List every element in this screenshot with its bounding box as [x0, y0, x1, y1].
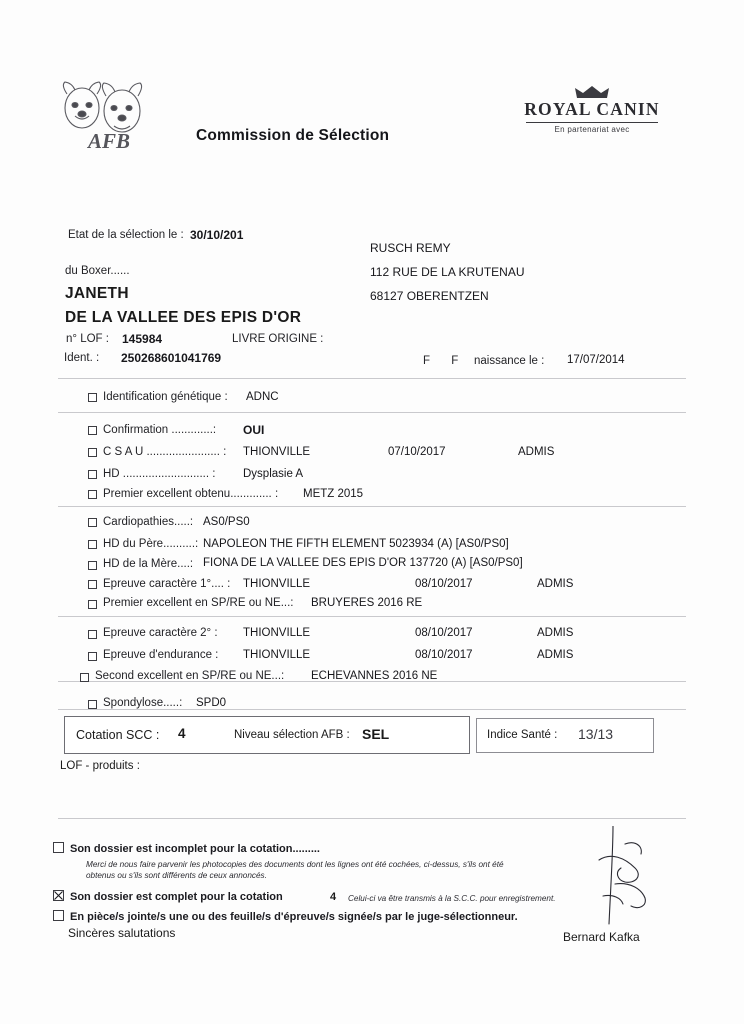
cotation-scc-label: Cotation SCC : [76, 728, 160, 742]
row-label-12: Second excellent en SP/RE ou NE...: [95, 670, 285, 682]
divider [58, 506, 686, 507]
du-boxer-label: du Boxer...... [65, 265, 130, 277]
row-label-5: Cardiopathies.....: [103, 516, 194, 528]
row-result-11: ADMIS [537, 649, 574, 661]
row-value-2: THIONVILLE [243, 446, 311, 458]
row-label-4: Premier excellent obtenu............. : [103, 488, 279, 500]
dog-affix: DE LA VALLEE DES EPIS D'OR [65, 309, 302, 326]
row-date-10: 08/10/2017 [415, 627, 473, 639]
owner-name: RUSCH REMY [370, 241, 451, 255]
divider [58, 818, 686, 819]
row-label-11: Epreuve d'endurance : [103, 649, 219, 661]
livre-origine-label: LIVRE ORIGINE : [232, 333, 324, 345]
naissance-value: 17/07/2014 [567, 354, 625, 366]
row-checkbox-cardiopathies[interactable] [88, 518, 97, 527]
footer-label-complete: Son dossier est complet pour la cotation [70, 891, 283, 903]
row-value-13: SPD0 [196, 697, 227, 709]
row-label-7: HD de la Mère....: [103, 558, 194, 570]
row-checkbox-second-excellent[interactable] [80, 673, 89, 682]
row-value-1: OUI [243, 423, 265, 437]
row-checkbox-premier-excellent[interactable] [88, 490, 97, 499]
divider [58, 378, 686, 379]
row-label-9: Premier excellent en SP/RE ou NE...: [103, 597, 294, 609]
royal-canin-name: ROYAL CANIN [524, 99, 660, 119]
niveau-selection-label: Niveau sélection AFB : [234, 729, 350, 741]
indice-sante-label: Indice Santé : [487, 729, 558, 741]
royal-canin-logo [522, 86, 662, 134]
row-checkbox-identification-genetique[interactable] [88, 393, 97, 402]
row-checkbox-premier-excellent-sp-re[interactable] [88, 600, 97, 609]
row-label-2: C S A U ....................... : [103, 446, 227, 458]
row-date-11: 08/10/2017 [415, 649, 473, 661]
row-result-8: ADMIS [537, 578, 574, 590]
row-checkbox-epreuve-caractere-2[interactable] [88, 630, 97, 639]
indice-sante-value: 13/13 [578, 726, 614, 742]
royal-canin-tagline: En partenariat avec [554, 125, 630, 134]
row-result-2: ADMIS [518, 446, 555, 458]
row-date-2: 07/10/2017 [388, 446, 446, 458]
row-label-10: Epreuve caractère 2° : [103, 627, 218, 639]
divider [58, 412, 686, 413]
row-date-8: 08/10/2017 [415, 578, 473, 590]
footer-note-line2: obtenus ou s'ils sont différents de ceux annoncés. [86, 871, 267, 880]
afb-logo-icon [48, 78, 158, 160]
ident-label: Ident. : [64, 352, 100, 364]
crown-icon [522, 86, 662, 100]
ident-value: 250268601041769 [121, 351, 222, 365]
owner-city: 68127 OBERENTZEN [370, 289, 489, 303]
footer-complete-value: 4 [330, 891, 337, 903]
niveau-selection-value: SEL [362, 726, 390, 742]
row-label-0: Identification génétique : [103, 391, 228, 403]
divider [58, 616, 686, 617]
row-checkbox-epreuve-endurance[interactable] [88, 652, 97, 661]
signature-mark [595, 826, 665, 926]
page-title: Commission de Sélection [196, 127, 390, 144]
sex-marks: F F [423, 355, 468, 367]
naissance-label: naissance le : [474, 355, 545, 367]
salutation-text: Sincères salutations [68, 926, 176, 940]
row-checkbox-hd-pere[interactable] [88, 540, 97, 549]
lof-produits-label: LOF - produits : [60, 760, 140, 772]
afb-logo-label: AFB [88, 129, 131, 153]
row-value-9: BRUYERES 2016 RE [311, 597, 423, 609]
footer-note-line1: Merci de nous faire parvenir les photocopies des documents dont les lignes ont été cochées, ci-dessus, s'ils ont été [86, 860, 504, 869]
row-value-10: THIONVILLE [243, 627, 311, 639]
dog-name: JANETH [65, 285, 129, 302]
row-result-10: ADMIS [537, 627, 574, 639]
row-checkbox-confirmation[interactable] [88, 426, 97, 435]
row-label-13: Spondylose.....: [103, 697, 183, 709]
row-label-6: HD du Père..........: [103, 538, 199, 550]
footer-checkbox-complete[interactable] [53, 890, 64, 901]
row-label-8: Epreuve caractère 1°.... : [103, 578, 231, 590]
divider [58, 709, 686, 710]
etat-selection-label: Etat de la sélection le : [68, 229, 184, 241]
row-value-0: ADNC [246, 391, 279, 403]
royal-canin-divider [526, 122, 658, 123]
row-value-5: AS0/PS0 [203, 516, 250, 528]
cotation-scc-value: 4 [178, 726, 186, 741]
row-checkbox-hd[interactable] [88, 470, 97, 479]
footer-complete-note: Celui-ci va être transmis à la S.C.C. pour enregistrement. [348, 894, 556, 903]
row-value-4: METZ 2015 [303, 488, 364, 500]
row-value-11: THIONVILLE [243, 649, 311, 661]
owner-address: 112 RUE DE LA KRUTENAU [370, 265, 525, 279]
footer-label-pieces-jointes: En pièce/s jointe/s une ou des feuille/s d'épreuve/s signée/s par le juge-sélectionneur. [70, 911, 518, 923]
footer-label-incomplete: Son dossier est incomplet pour la cotation......... [70, 843, 320, 855]
footer-checkbox-incomplete[interactable] [53, 842, 64, 853]
etat-selection-date: 30/10/201 [190, 228, 244, 242]
row-label-3: HD ........................... : [103, 468, 216, 480]
lof-value: 145984 [122, 332, 163, 346]
row-checkbox-csau[interactable] [88, 448, 97, 457]
lof-label: n° LOF : [66, 333, 109, 345]
row-value-3: Dysplasie A [243, 468, 304, 480]
row-value-6: NAPOLEON THE FIFTH ELEMENT 5023934 (A) [AS0/PS0] [203, 538, 509, 550]
row-value-12: ECHEVANNES 2016 NE [311, 670, 438, 682]
row-checkbox-epreuve-caractere-1[interactable] [88, 580, 97, 589]
row-value-7: FIONA DE LA VALLEE DES EPIS D'OR 137720 (A) [AS0/PS0] [203, 557, 523, 569]
row-checkbox-hd-mere[interactable] [88, 561, 97, 570]
row-label-1: Confirmation .............: [103, 424, 217, 436]
signatory-name: Bernard Kafka [563, 930, 640, 944]
footer-checkbox-pieces-jointes[interactable] [53, 910, 64, 921]
row-checkbox-spondylose[interactable] [88, 700, 97, 709]
row-value-8: THIONVILLE [243, 578, 311, 590]
